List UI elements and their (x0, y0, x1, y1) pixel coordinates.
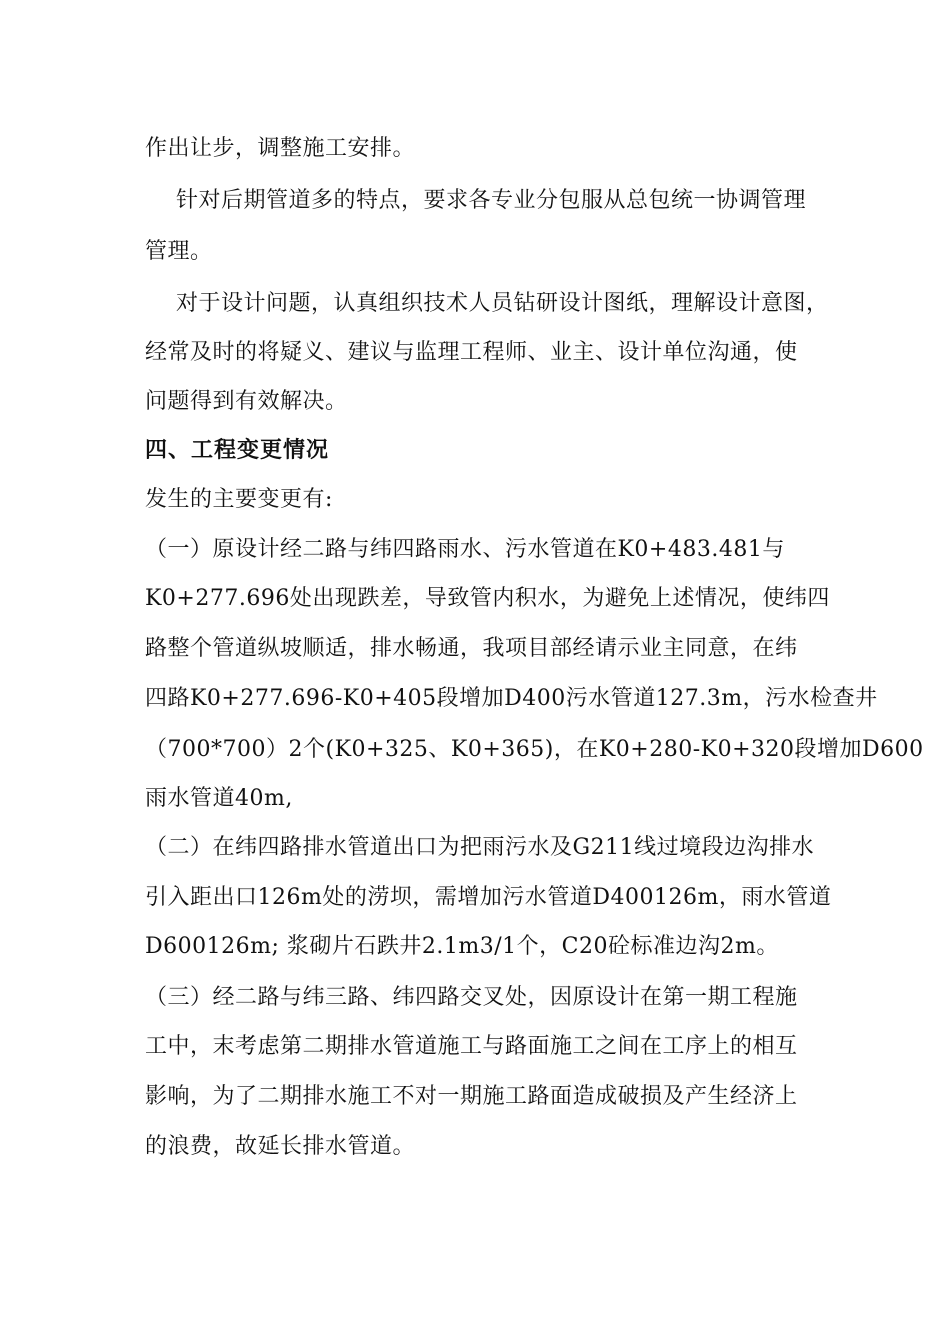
item-3-line-4: 的浪费，故延长排水管道。 (145, 1134, 416, 1159)
item-1-line-3: 路整个管道纵坡顺适，排水畅通，我项目部经请示业主同意，在纬 (145, 636, 798, 661)
paragraph-3-line-3: 问题得到有效解决。 (145, 389, 348, 414)
item-3-line-3: 影响，为了二期排水施工不对一期施工路面造成破损及产生经济上 (145, 1084, 798, 1109)
paragraph-1-line-1: 作出让步，调整施工安排。 (145, 136, 416, 161)
item-1-line-4: 四路K0+277.696-K0+405段增加D400污水管道127.3m，污水检查井 (145, 686, 878, 711)
item-1-line-6: 雨水管道40m, (145, 786, 293, 811)
item-1-line-1: （一）原设计经二路与纬四路雨水、污水管道在K0+483.481与 (145, 537, 785, 562)
section-heading: 四、工程变更情况 (145, 438, 330, 463)
paragraph-3-line-2: 经常及时的将疑义、建议与监理工程师、业主、设计单位沟通，使 (145, 340, 798, 365)
paragraph-3-line-1: 对于设计问题，认真组织技术人员钻研设计图纸，理解设计意图， (176, 291, 829, 316)
item-3-line-2: 工中，末考虑第二期排水管道施工与路面施工之间在工序上的相互 (145, 1034, 798, 1059)
item-1-line-5: （700*700）2个(K0+325、K0+365)，在K0+280-K0+320段增加D600 (145, 737, 924, 762)
paragraph-2-line-1: 针对后期管道多的特点，要求各专业分包服从总包统一协调管理 (176, 188, 807, 213)
item-1-line-2: K0+277.696处出现跌差，导致管内积水，为避免上述情况，使纬四 (145, 586, 830, 611)
item-2-line-2: 引入距出口126m处的涝坝，需增加污水管道D400126m，雨水管道 (145, 885, 832, 910)
item-3-line-1: （三）经二路与纬三路、纬四路交叉处，因原设计在第一期工程施 (145, 985, 798, 1010)
paragraph-2-line-2: 管理。 (145, 239, 213, 264)
item-2-line-1: （二）在纬四路排水管道出口为把雨污水及G211线过境段边沟排水 (145, 835, 815, 860)
intro-line: 发生的主要变更有: (145, 487, 333, 512)
item-2-line-3: D600126m; 浆砌片石跌井2.1m3/1个，C20砼标准边沟2m。 (145, 934, 779, 959)
